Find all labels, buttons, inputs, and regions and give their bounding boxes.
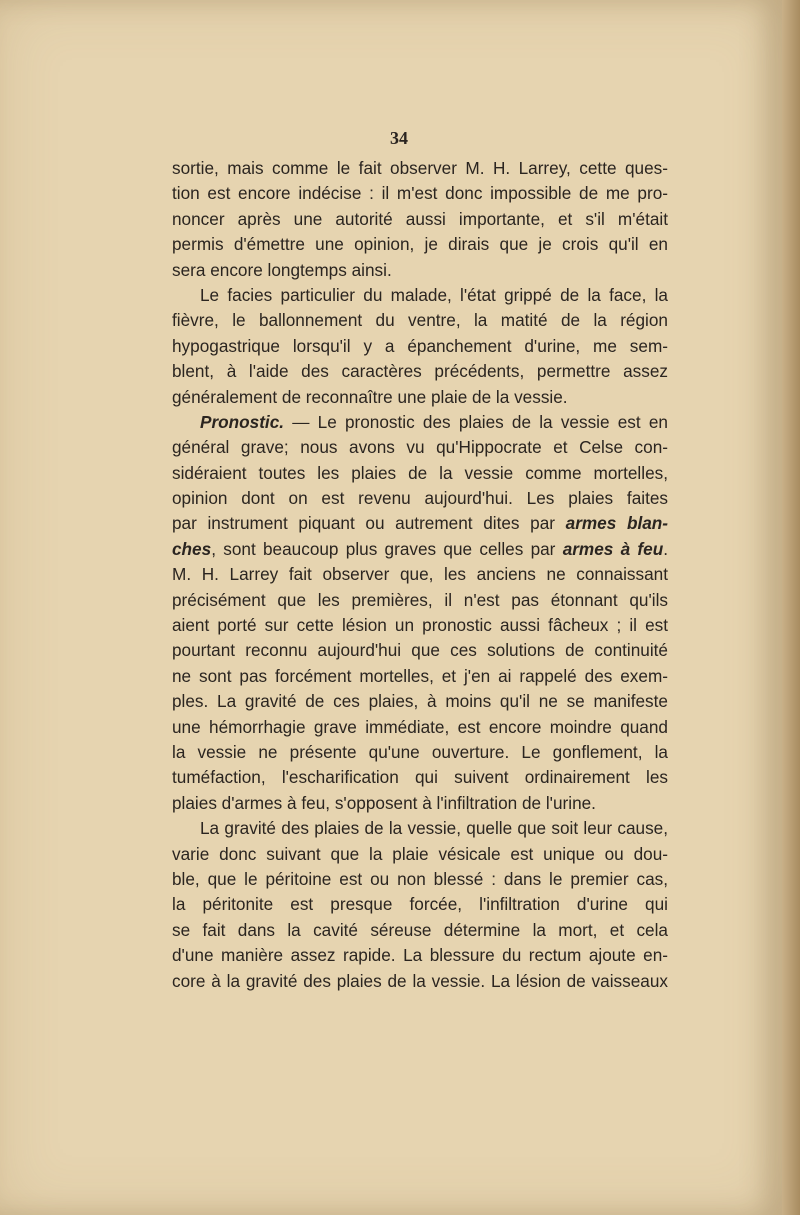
text-line: sera encore longtemps ainsi. bbox=[172, 259, 392, 280]
text-line: généralement de reconnaître une plaie de la vessie. bbox=[172, 386, 568, 407]
text-line: noncer après une autorité aussi importante, et s'il m'était bbox=[172, 208, 668, 229]
text-segment: par instrument piquant ou autrement dites par bbox=[172, 513, 566, 534]
text-line: sidéraient toutes les plaies de la vessie comme mortelles, bbox=[172, 462, 668, 483]
italic-segment: ches bbox=[172, 538, 212, 559]
text-line: ples. La gravité de ces plaies, à moins qu'il ne se manifeste bbox=[172, 691, 668, 712]
text-line: varie donc suivant que la plaie vésicale est unique ou dou- bbox=[172, 843, 668, 864]
text-line: précisément que les premières, il n'est pas étonnant qu'ils bbox=[172, 589, 668, 610]
italic-segment: armes à feu bbox=[562, 538, 664, 559]
text-line: opinion dont on est revenu aujourd'hui. Les plaies faites bbox=[172, 488, 668, 509]
text-line: La gravité des plaies de la vessie, quelle que soit leur cause, bbox=[200, 818, 668, 839]
text-line: Le facies particulier du malade, l'état grippé de la face, la bbox=[200, 284, 668, 305]
text-segment: , sont beaucoup plus graves que celles par bbox=[211, 538, 563, 559]
text-line: blent, à l'aide des caractères précédents, permettre assez bbox=[172, 361, 668, 382]
text-line bbox=[172, 537, 668, 562]
text-line: la péritonite est presque forcée, l'infiltration d'urine qui bbox=[172, 894, 668, 915]
text-line: pourtant reconnu aujourd'hui que ces solutions de continuité bbox=[172, 640, 668, 661]
text-line: d'une manière assez rapide. La blessure du rectum ajoute en- bbox=[172, 945, 668, 966]
text-line: une hémorrhagie grave immédiate, est encore moindre quand bbox=[172, 716, 668, 737]
page-number: 34 bbox=[390, 128, 408, 148]
text-line: tion est encore indécise : il m'est donc impossible de me pro- bbox=[172, 183, 668, 204]
text-line: hypogastrique lorsqu'il y a épanchement d'urine, me sem- bbox=[172, 335, 668, 356]
text-line: se fait dans la cavité séreuse détermine la mort, et cela bbox=[172, 919, 668, 940]
text-line: ble, que le péritoine est ou non blessé : dans le premier cas, bbox=[172, 868, 668, 889]
text-line: aient porté sur cette lésion un pronostic aussi fâcheux ; il est bbox=[172, 615, 668, 636]
page-edge bbox=[782, 0, 800, 1215]
text-line: permis d'émettre une opinion, je dirais que je crois qu'il en bbox=[172, 234, 668, 255]
body-text bbox=[172, 156, 668, 994]
italic-segment: Pronostic. bbox=[200, 411, 285, 432]
text-line bbox=[172, 511, 668, 536]
text-line: plaies d'armes à feu, s'opposent à l'infiltration de l'urine. bbox=[172, 792, 596, 813]
text-line bbox=[172, 410, 668, 435]
text-line: général grave; nous avons vu qu'Hippocrate et Celse con- bbox=[172, 437, 668, 458]
italic-segment: armes blan- bbox=[565, 513, 669, 534]
text-segment: . bbox=[663, 538, 668, 559]
text-line: tuméfaction, l'escharification qui suivent ordinairement les bbox=[172, 767, 668, 788]
text-line: sortie, mais comme le fait observer M. H. Larrey, cette ques- bbox=[172, 158, 668, 178]
text-segment: — Le pronostic des plaies de la vessie est en bbox=[284, 411, 668, 432]
text-line: la vessie ne présente qu'une ouverture. Le gonflement, la bbox=[172, 741, 668, 762]
text-line: ne sont pas forcément mortelles, et j'en ai rappelé des exem- bbox=[172, 665, 668, 686]
text-line: M. H. Larrey fait observer que, les anciens ne connaissant bbox=[172, 564, 668, 585]
text-line: fièvre, le ballonnement du ventre, la matité de la région bbox=[172, 310, 668, 331]
text-line: core à la gravité des plaies de la vessie. La lésion de vaisseaux bbox=[172, 970, 668, 991]
